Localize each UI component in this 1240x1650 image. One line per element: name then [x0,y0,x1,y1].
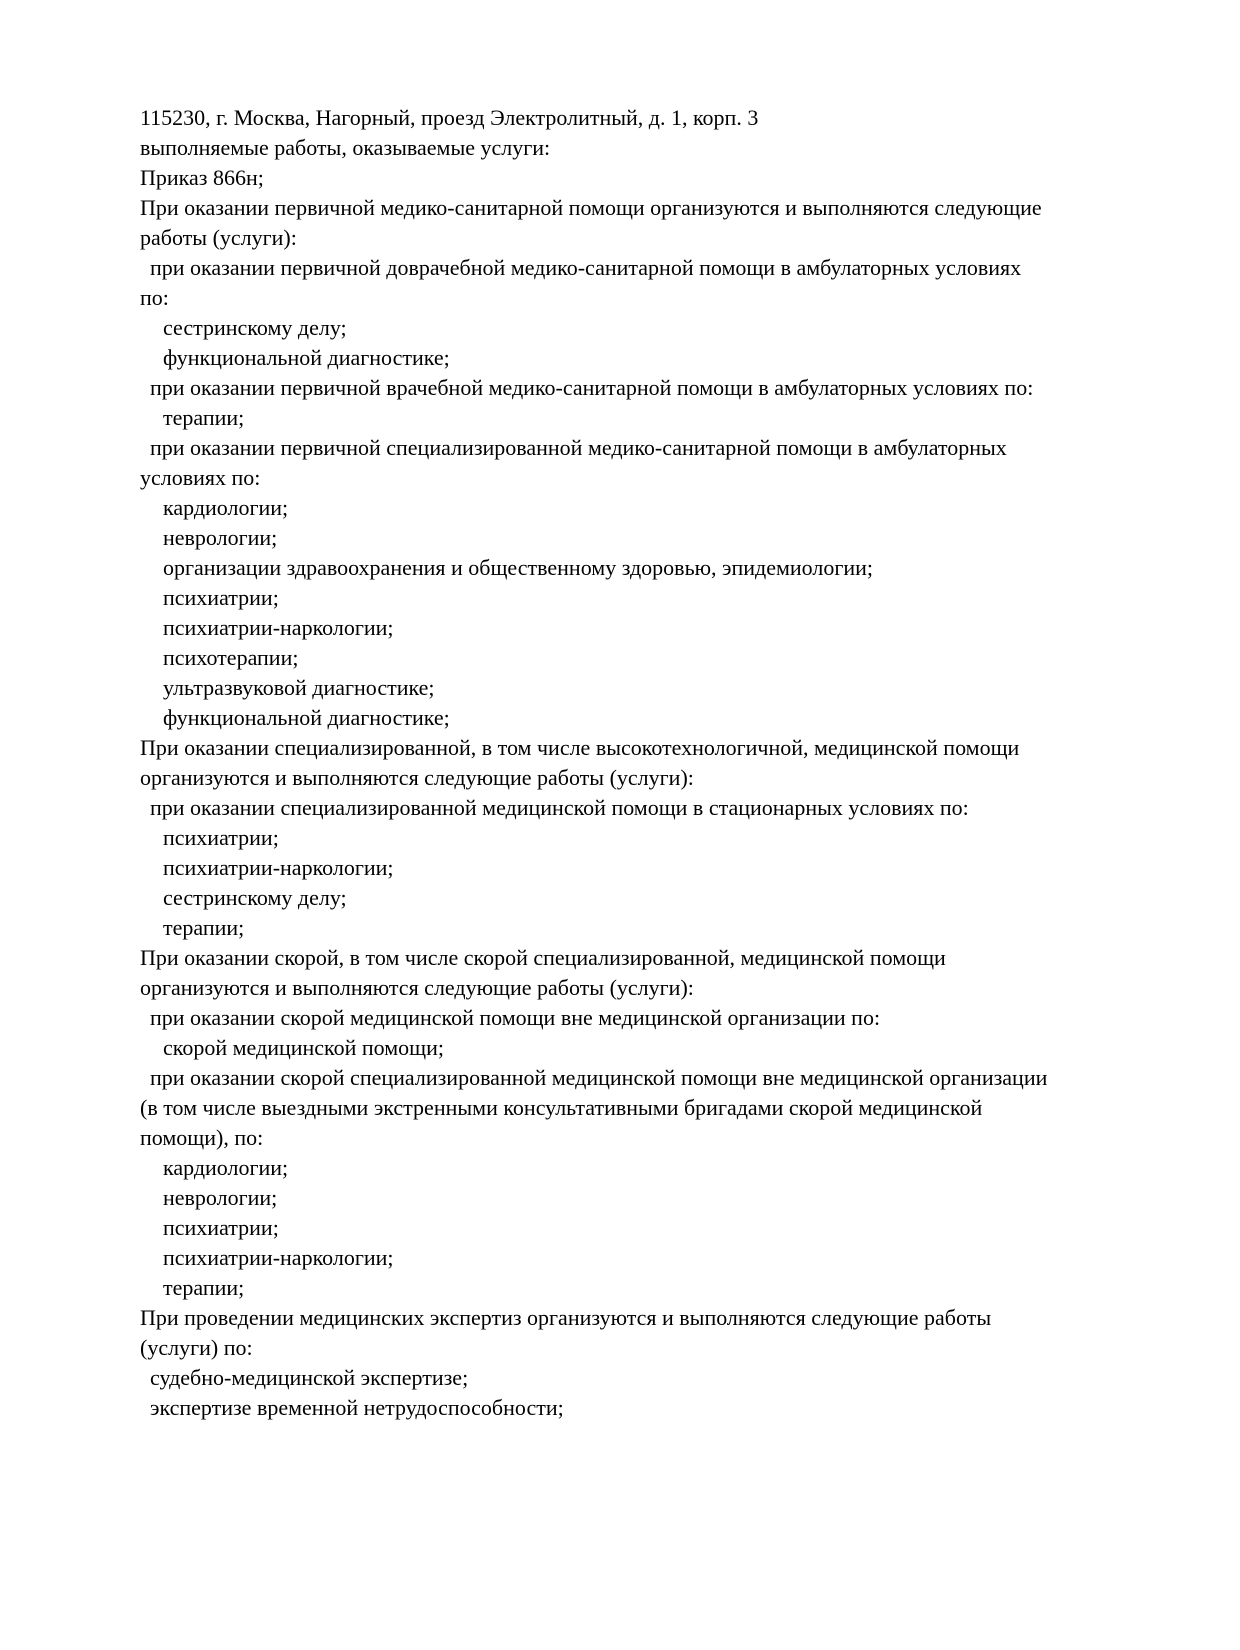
text-line: кардиологии; [163,1155,289,1180]
text-line: психиатрии-наркологии; [163,855,394,880]
text-line: организуются и выполняются следующие работы (услуги): [140,765,694,790]
text-line: психиатрии; [163,1215,279,1240]
text-line: при оказании первичной врачебной медико-санитарной помощи в амбулаторных условиях по: [150,375,1034,400]
text-line: при оказании первичной доврачебной медико-санитарной помощи в амбулаторных условиях [150,255,1022,280]
text-line: (услуги) по: [140,1335,253,1360]
text-line: неврологии; [163,1185,278,1210]
text-line: психиатрии-наркологии; [163,615,394,640]
text-line: выполняемые работы, оказываемые услуги: [140,135,551,160]
text-line: сестринскому делу; [163,315,347,340]
text-line: 115230, г. Москва, Нагорный, проезд Электролитный, д. 1, корп. 3 [140,105,759,130]
text-line: При проведении медицинских экспертиз организуются и выполняются следующие работы [140,1305,992,1330]
text-line: психотерапии; [163,645,299,670]
text-line: сестринскому делу; [163,885,347,910]
text-line: психиатрии; [163,585,279,610]
text-line: терапии; [163,915,245,940]
text-line: При оказании скорой, в том числе скорой специализированной, медицинской помощи [140,945,946,970]
text-line: при оказании скорой медицинской помощи вне медицинской организации по: [150,1005,881,1030]
text-line: при оказании специализированной медицинской помощи в стационарных условиях по: [150,795,969,820]
text-line: (в том числе выездными экстренными консультативными бригадами скорой медицинской [140,1095,983,1120]
text-line: при оказании первичной специализированной медико-санитарной помощи в амбулаторных [150,435,1007,460]
text-line: скорой медицинской помощи; [163,1035,445,1060]
text-line: экспертизе временной нетрудоспособности; [150,1395,564,1420]
text-line: функциональной диагностике; [163,705,450,730]
text-line: кардиологии; [163,495,289,520]
document-text-block [140,103,1185,1423]
text-line: При оказании специализированной, в том числе высокотехнологичной, медицинской помощи [140,735,1020,760]
text-line: судебно-медицинской экспертизе; [150,1365,469,1390]
text-line: Приказ 866н; [140,165,264,190]
text-line: психиатрии; [163,825,279,850]
text-line: функциональной диагностике; [163,345,450,370]
text-line: по: [140,285,169,310]
text-line: работы (услуги): [140,225,297,250]
text-line: терапии; [163,405,245,430]
text-line: условиях по: [140,465,261,490]
text-line: организации здравоохранения и общественному здоровью, эпидемиологии; [163,555,874,580]
text-line: неврологии; [163,525,278,550]
text-line: При оказании первичной медико-санитарной помощи организуются и выполняются следующие [140,195,1042,220]
text-line: организуются и выполняются следующие работы (услуги): [140,975,694,1000]
text-line: ультразвуковой диагностике; [163,675,435,700]
text-line: психиатрии-наркологии; [163,1245,394,1270]
text-line: терапии; [163,1275,245,1300]
text-line: при оказании скорой специализированной медицинской помощи вне медицинской организации [150,1065,1048,1090]
text-line: помощи), по: [140,1125,264,1150]
